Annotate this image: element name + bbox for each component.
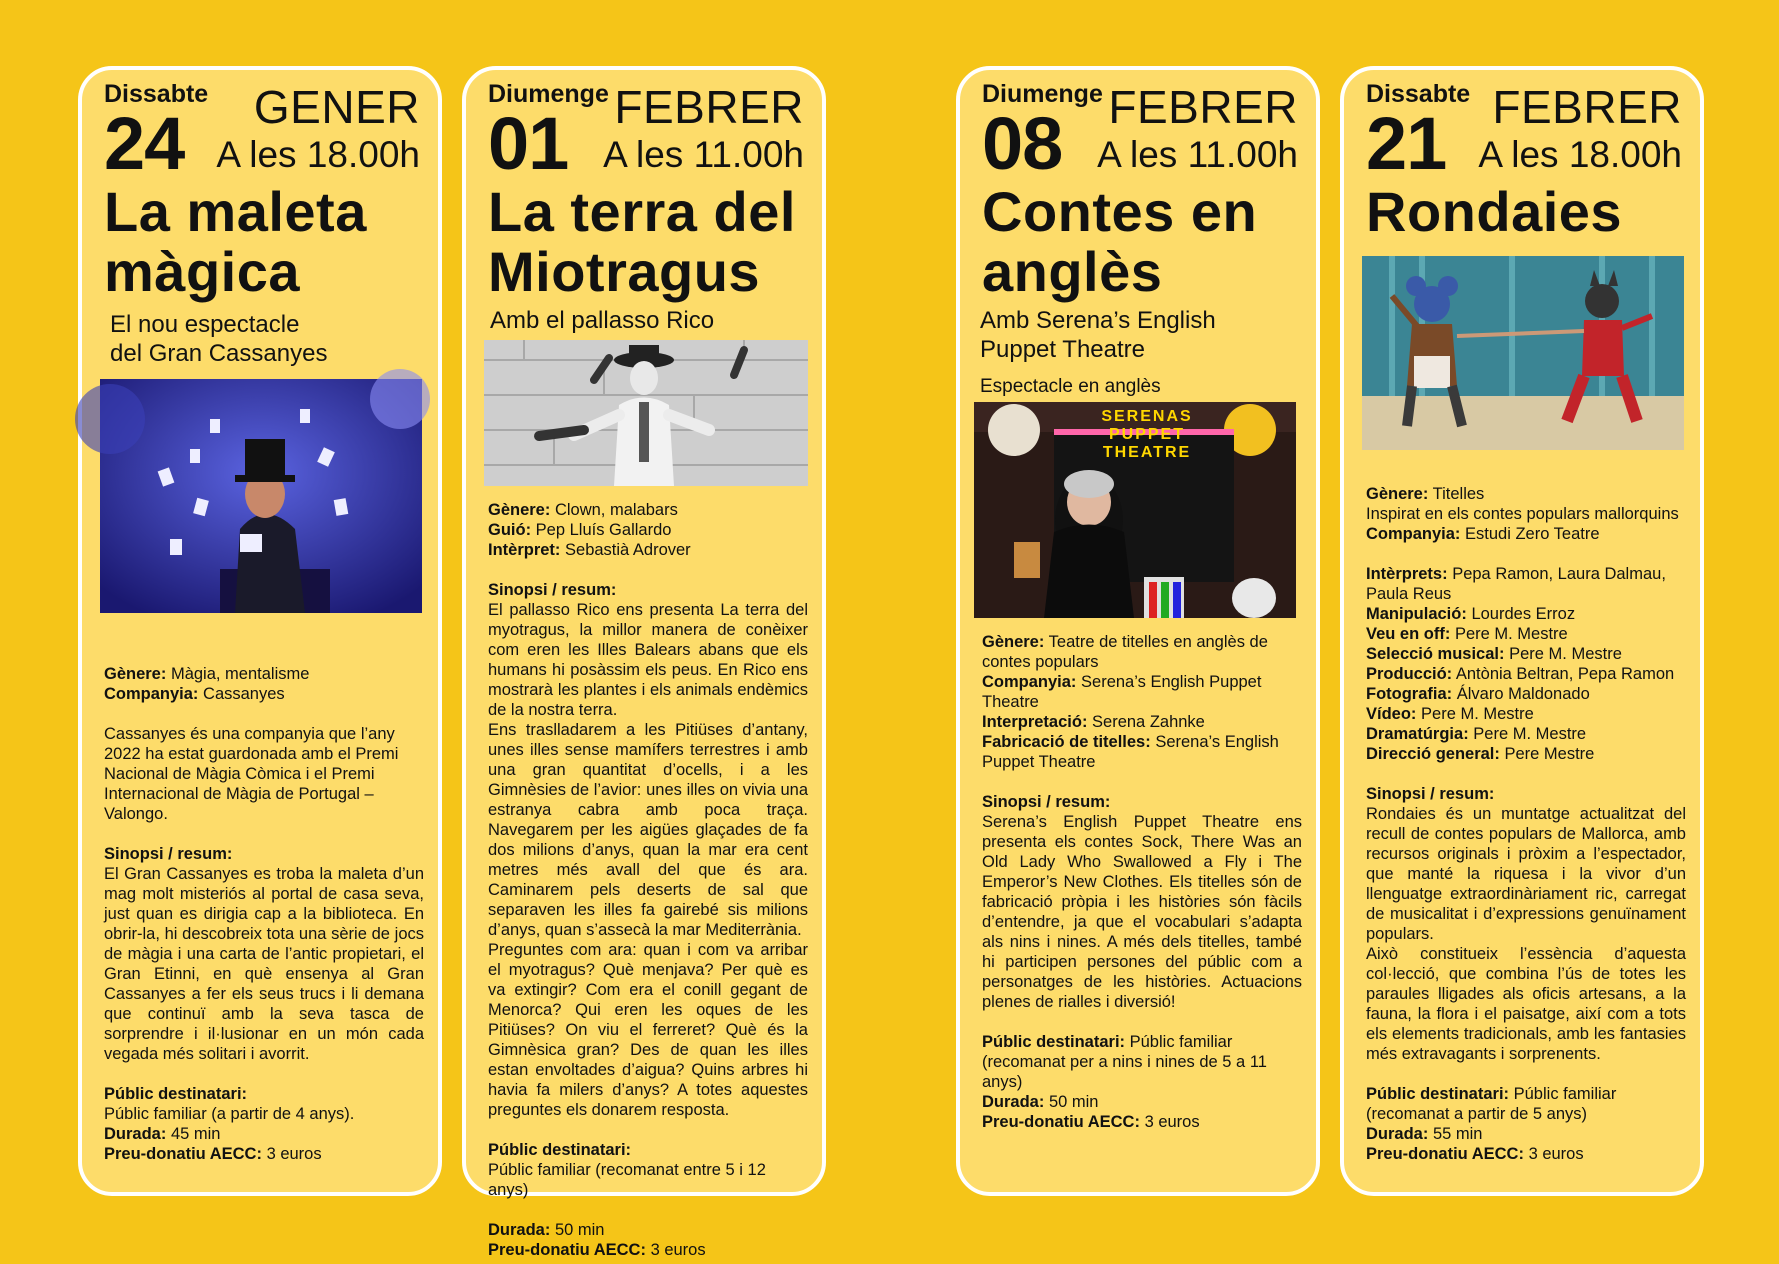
synopsis-text: Preguntes com ara: quan i com va arribar el myotragus? Què menjava? Per què es va extingir? Com era el conill gegant de Menorca? Qui eren les oques de les Pitiüses? On viu el ferreret? Què és la Gimnèsica gran? Des de quan les illes estan envoltades d’aigua? Quins arbres hi havia fa milers d’anys? A totes aquestes preguntes els donarem resposta. [488, 941, 808, 1119]
event-date: 21 [1366, 102, 1447, 185]
event-date: 01 [488, 102, 569, 185]
event-header [982, 80, 1298, 185]
event-month: GENER [253, 81, 420, 133]
event-day: Diumenge [982, 80, 1103, 108]
synopsis-text: Serena’s English Puppet Theatre ens presenta els contes Sock, There Was an Old Lady Who Swallowed a Fly i The Emperor’s New Clothes. Els titelles són de fabricació pròpia i les històries són fàcils d’entendre, ja que el vocabulari s’adapta als nins i nines. A més dels titelles, també hi participen persones del públic com a personatges de les històries. Actuacions plenes de rialles i diversió! [982, 813, 1302, 1011]
event-subtitle: El nou espectacle del Gran Cassanyes [110, 311, 328, 367]
event-details: Gènere: Titelles Inspirat en els contes populars mallorquins Companyia: Estudi Zero Teatre Intèrprets: Pepa Ramon, Laura Dalmau, Paula Reus Manipulació: Lourdes Erroz Veu en off: Pere M. Mestre Selecció musical: Pere M. Mestre Producció: Antònia Beltran, Pepa Ramon Fotografia: Álvaro Maldonado Vídeo: Pere M. Mestre Dramatúrgia: Pere M. Mestre Direcció general: Pere Mestre Sinopsi / resum: Rondaies és un muntatge actualitzat del recull de contes populars de Mallorca, amb recursos originals i pròxim a l’espectador, que manté la riquesa i la vivor d’un llenguatge extraordinàriament ric, carregat de musicalitat i d’expressions genuïnament populars. Això constitueix l’essència d’aquesta col·lecció, que combina l’ús de totes les paraules lligades als oficis artesans, a la fauna, la flora i el paisatge, així com a tots els elements tradicionals, amb les fantasies més extravagants i sorprenents. Públic destinatari: Públic familiar (recomanat a partir de 5 anys) Durada: 55 min Preu-donatiu AECC: 3 euros [1366, 485, 1686, 1163]
event-time: A les 18.00h [216, 134, 420, 175]
synopsis-text: Rondaies és un muntatge actualitzat del recull de contes populars de Mallorca, amb recursos originals i pròxim a l’espectador, que manté la riquesa i la vivor d’un llenguatge extraordinàriament ric, carregat de musicalitat i d’expressions genuïnament populars. [1366, 805, 1686, 943]
event-date: 08 [982, 102, 1063, 185]
event-day: Dissabte [104, 80, 209, 108]
clown-photo [484, 340, 808, 486]
event-details: Gènere: Màgia, mentalisme Companyia: Cassanyes Cassanyes és una companyia que l’any 2022 ha estat guardonada amb el Premi Nacional de Màgia Còmica i el Premi Internacional de Màgia de Portugal – Valongo. Sinopsi / resum: El Gran Cassanyes es troba la maleta d’un mag molt misteriós al portal de casa seva, just quan es dirigia cap a la biblioteca. En obrir-la, hi descobreix tota una sèrie de jocs de màgia i una carta de l’antic propietari, el Gran Etinni, en què ensenya al Gran Cassanyes a fer els seus trucs i li demana que continuï amb la seva tasca de sorprendre i il·lusionar en un món cada vegada més solitari i avorrit. Públic destinatari: Públic familiar (a partir de 4 anys). Durada: 45 min Preu-donatiu AECC: 3 euros [104, 665, 424, 1163]
event-header [104, 80, 420, 185]
event-month: FEBRER [1492, 81, 1682, 133]
theatre-banner: SERENAS PUPPET THEATRE [1101, 408, 1193, 461]
event-card-4 [1340, 66, 1704, 1196]
credits-list: Intèrprets: Pepa Ramon, Laura Dalmau, Paula Reus Manipulació: Lourdes Erroz Veu en off: Pere M. Mestre Selecció musical: Pere M. Mestre Producció: Antònia Beltran, Pepa Ramon Fotografia: Álvaro Maldonado Vídeo: Pere M. Mestre Dramatúrgia: Pere M. Mestre Direcció general: Pere Mestre [1366, 565, 1675, 763]
event-title: Rondaies [1366, 180, 1623, 243]
event-title: Contes en anglès [982, 180, 1258, 303]
event-title: La maleta màgica [104, 180, 367, 303]
synopsis-text: El pallasso Rico ens presenta La terra del myotragus, la millor manera de conèixer com eren les Illes Balears abans que els humans hi posàssim els peus. En Rico ens mostrarà les plantes i els animals endèmics de la nostra terra. [488, 601, 808, 719]
event-date: 24 [104, 102, 185, 185]
event-header [1366, 80, 1682, 185]
language-note: Espectacle en anglès [980, 376, 1161, 397]
synopsis-text: Això constitueix l’essència d’aquesta col·lecció, que combina l’ús de totes les paraules lligades als oficis artesans, a la fauna, la flora i el paisatge, així com a tots els elements tradicionals, amb les fantasies més extravagants i sorprenents. [1366, 945, 1686, 1063]
event-time: A les 11.00h [603, 134, 804, 175]
event-card-2 [462, 66, 826, 1259]
event-header [488, 80, 804, 185]
event-day: Dissabte [1366, 80, 1471, 108]
event-month: FEBRER [1108, 81, 1298, 133]
magician-photo [100, 379, 422, 613]
synopsis-text: El Gran Cassanyes es troba la maleta d’un mag molt misteriós al portal de casa seva, just quan es dirigia cap a la biblioteca. En obrir-la, hi descobreix tota una sèrie de jocs de màgia i una carta de l’antic propietari, el Gran Etinni, en què ensenya al Gran Cassanyes a fer els seus trucs i li demana que continuï amb la seva tasca de sorprendre i il·lusionar en un món cada vegada més solitari i avorrit. [104, 865, 424, 1063]
puppet-theatre-photo [974, 402, 1296, 618]
synopsis-text: Ens traslladarem a les Pitiüses d’antany, unes illes sense mamífers terrestres i amb una gran quantitat d’ocells, i a les Gimnèsies de l’avior: unes illes on vivia una estranya cabra amb poca traça. Navegarem per les aigües glaçades de fa dos milions d’anys, quan la mar era cent metres més avall del que és ara. Caminarem pels deserts de sal que separaven les illes fa gairebé sis milions d’anys, quan s’assecà la mar Mediterrània. [488, 721, 808, 939]
event-subtitle: Amb Serena’s English Puppet Theatre [980, 307, 1216, 363]
rondaies-photo [1362, 256, 1684, 450]
event-details: Gènere: Clown, malabars Guió: Pep Lluís Gallardo Intèrpret: Sebastià Adrover Sinopsi / resum: El pallasso Rico ens presenta La terra del myotragus, la millor manera de conèixer com eren les Illes Balears abans que els humans hi posàssim els peus. En Rico ens mostrarà les plantes i els animals endèmics de la nostra terra. Ens traslladarem a les Pitiüses d’antany, unes illes sense mamífers terrestres i amb una gran quantitat d’ocells, i a les Gimnèsies de l’avior: unes illes on vivia una estranya cabra amb poca traça. Navegarem per les aigües glaçades de fa dos milions d’anys, quan la mar era cent metres més avall del que és ara. Caminarem pels deserts de sal que separaven les illes fa gairebé sis milions d’anys, quan s’assecà la mar Mediterrània. Preguntes com ara: quan i com va arribar el myotragus? Què menjava? Per què es va extingir? Com era el conill gegant de Menorca? Qui eren les oques de les Pitiüses? On viu el ferreret? Què és la Gimnèsica gran? Des de quan les illes estan envoltades d’aigua? Quins arbres hi havia fa milers d’anys? A totes aquestes preguntes els donarem resposta. Públic destinatari: Públic familiar (recomanat entre 5 i 12 anys) Durada: 50 min Preu-donatiu AECC: 3 euros [488, 501, 808, 1259]
event-details: Gènere: Teatre de titelles en anglès de contes populars Companyia: Serena’s English Puppet Theatre Interpretació: Serena Zahnke Fabricació de titelles: Serena’s English Puppet Theatre Sinopsi / resum: Serena’s English Puppet Theatre ens presenta els contes Sock, There Was an Old Lady Who Swallowed a Fly i The Emperor’s New Clothes. Els titelles són de fabricació pròpia i les històries són fàcils d’entendre, ja que el vocabulari s’adapta als nins i nines. A més dels titelles, també hi participen persones del públic com a personatges de les històries. Actuacions plenes de rialles i diversió! Públic destinatari: Públic familiar (recomanat per a nins i nines de 5 a 11 anys) Durada: 50 min Preu-donatiu AECC: 3 euros [982, 633, 1302, 1131]
event-card-3 [956, 66, 1320, 1196]
event-title: La terra del Miotragus [488, 180, 796, 303]
event-card-1 [78, 66, 442, 1196]
event-month: FEBRER [614, 81, 804, 133]
event-time: A les 11.00h [1097, 134, 1298, 175]
event-day: Diumenge [488, 80, 609, 108]
event-time: A les 18.00h [1478, 134, 1682, 175]
company-about: Cassanyes és una companyia que l’any 2022 ha estat guardonada amb el Premi Nacional de Màgia Còmica i el Premi Internacional de Màgia de Portugal – Valongo. [104, 725, 399, 823]
event-subtitle: Amb el pallasso Rico [490, 307, 715, 334]
